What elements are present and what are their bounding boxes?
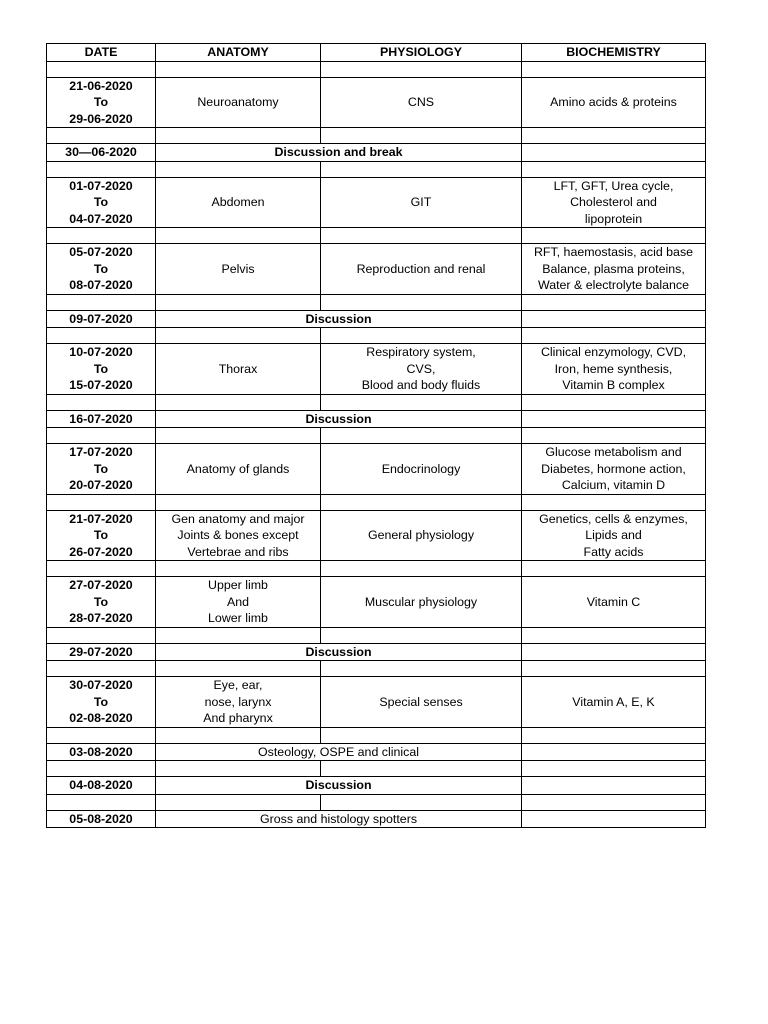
empty-cell <box>47 128 156 144</box>
span-row <box>47 144 706 162</box>
topic-row <box>47 177 706 228</box>
empty-cell <box>522 761 706 777</box>
biochemistry-cell-line: Glucose metabolism and <box>545 445 682 459</box>
span-row <box>47 777 706 795</box>
anatomy-cell <box>156 344 321 395</box>
empty-cell <box>47 627 156 643</box>
date-cell-line: To <box>93 461 109 476</box>
date-cell <box>47 577 156 628</box>
date-cell: 29-07-2020 <box>47 643 156 661</box>
biochemistry-cell <box>522 177 706 228</box>
biochemistry-cell-line: Fatty acids <box>583 544 644 559</box>
anatomy-cell-line: Vertebrae and ribs <box>187 544 289 559</box>
session-cell: Discussion <box>156 410 522 428</box>
empty-cell <box>522 494 706 510</box>
empty-cell <box>522 161 706 177</box>
empty-cell <box>522 61 706 77</box>
session-cell: Gross and histology spotters <box>156 810 522 828</box>
empty-cell <box>47 661 156 677</box>
topic-row <box>47 677 706 728</box>
topic-row <box>47 77 706 128</box>
span-row <box>47 410 706 428</box>
anatomy-cell-line: Lower limb <box>208 611 268 625</box>
date-cell-line: 21-06-2020 <box>69 78 133 93</box>
empty-cell <box>156 128 321 144</box>
date-cell <box>47 677 156 728</box>
spacer-row <box>47 294 706 310</box>
table-body <box>47 61 706 828</box>
anatomy-cell <box>156 177 321 228</box>
empty-cell <box>47 394 156 410</box>
biochemistry-cell <box>522 344 706 395</box>
biochemistry-cell-line: Cholesterol and <box>570 195 657 209</box>
date-cell-line: 29-06-2020 <box>69 111 133 126</box>
empty-cell <box>321 761 522 777</box>
physiology-cell-line: General physiology <box>367 528 475 542</box>
session-cell: Discussion <box>156 310 522 328</box>
spacer-row <box>47 661 706 677</box>
biochemistry-cell-line: Vitamin C <box>586 594 641 609</box>
empty-cell <box>156 561 321 577</box>
empty-cell <box>321 561 522 577</box>
empty-cell <box>522 643 706 661</box>
biochemistry-cell-line: Vitamin A, E, K <box>572 694 655 709</box>
topic-row <box>47 510 706 561</box>
empty-cell <box>156 161 321 177</box>
biochemistry-cell-line: Amino acids & proteins <box>550 95 677 109</box>
date-cell-line: 30-07-2020 <box>69 678 133 692</box>
empty-cell <box>522 328 706 344</box>
date-cell-line: To <box>93 694 109 709</box>
anatomy-cell <box>156 444 321 495</box>
empty-cell <box>522 661 706 677</box>
empty-cell <box>47 294 156 310</box>
empty-cell <box>156 428 321 444</box>
empty-cell <box>47 61 156 77</box>
empty-cell <box>47 761 156 777</box>
date-cell-line: 17-07-2020 <box>69 445 133 459</box>
anatomy-cell <box>156 244 321 295</box>
physiology-cell <box>321 444 522 495</box>
header-date: DATE <box>47 44 156 62</box>
span-row <box>47 643 706 661</box>
physiology-cell <box>321 510 522 561</box>
empty-cell <box>321 794 522 810</box>
empty-cell <box>321 161 522 177</box>
empty-cell <box>321 61 522 77</box>
date-cell: 05-08-2020 <box>47 810 156 828</box>
empty-cell <box>156 794 321 810</box>
empty-cell <box>321 661 522 677</box>
biochemistry-cell <box>522 577 706 628</box>
header-anatomy: ANATOMY <box>156 44 321 62</box>
empty-cell <box>47 727 156 743</box>
physiology-cell <box>321 677 522 728</box>
biochemistry-cell <box>522 77 706 128</box>
date-cell-line: 28-07-2020 <box>69 611 133 625</box>
date-cell-line: 05-07-2020 <box>69 245 133 259</box>
empty-cell <box>321 128 522 144</box>
spacer-row <box>47 228 706 244</box>
empty-cell <box>156 661 321 677</box>
empty-cell <box>321 494 522 510</box>
empty-cell <box>47 494 156 510</box>
anatomy-cell-line: And <box>226 594 250 609</box>
topic-row <box>47 444 706 495</box>
biochemistry-cell-line: Clinical enzymology, CVD, <box>540 345 687 359</box>
empty-cell <box>522 294 706 310</box>
empty-cell <box>522 228 706 244</box>
biochemistry-cell <box>522 444 706 495</box>
date-cell-line: To <box>93 361 109 376</box>
empty-cell <box>156 228 321 244</box>
date-cell <box>47 177 156 228</box>
date-cell: 04-08-2020 <box>47 777 156 795</box>
date-cell: 09-07-2020 <box>47 310 156 328</box>
header-biochemistry: BIOCHEMISTRY <box>522 44 706 62</box>
schedule-table <box>46 43 706 828</box>
spacer-row <box>47 161 706 177</box>
biochemistry-cell <box>522 677 706 728</box>
biochemistry-cell-line: Calcium, vitamin D <box>561 478 666 492</box>
biochemistry-cell-line: Water & electrolyte balance <box>537 278 690 292</box>
biochemistry-cell <box>522 244 706 295</box>
empty-cell <box>321 428 522 444</box>
empty-cell <box>47 561 156 577</box>
empty-cell <box>47 428 156 444</box>
spacer-row <box>47 794 706 810</box>
session-cell: Discussion <box>156 777 522 795</box>
date-cell <box>47 344 156 395</box>
biochemistry-cell-line: Balance, plasma proteins, <box>542 261 685 276</box>
anatomy-cell-line: Neuroanatomy <box>197 95 279 109</box>
anatomy-cell-line: Anatomy of glands <box>186 461 290 476</box>
anatomy-cell-line: Gen anatomy and major <box>171 511 305 526</box>
empty-cell <box>522 777 706 795</box>
empty-cell <box>522 144 706 162</box>
spacer-row <box>47 128 706 144</box>
date-cell-line: 27-07-2020 <box>69 578 133 592</box>
date-cell: 16-07-2020 <box>47 410 156 428</box>
anatomy-cell-line: Pelvis <box>221 261 255 276</box>
session-cell: Discussion <box>156 643 522 661</box>
date-cell <box>47 444 156 495</box>
physiology-cell-line: Muscular physiology <box>364 594 478 609</box>
spacer-row <box>47 428 706 444</box>
empty-cell <box>156 394 321 410</box>
span-row <box>47 310 706 328</box>
physiology-cell <box>321 244 522 295</box>
empty-cell <box>522 794 706 810</box>
date-cell-line: To <box>93 95 109 109</box>
date-cell-line: To <box>93 195 109 209</box>
biochemistry-cell-line: Iron, heme synthesis, <box>554 361 673 376</box>
date-cell-line: 10-07-2020 <box>69 345 133 359</box>
spacer-row <box>47 394 706 410</box>
date-cell-line: To <box>93 594 109 609</box>
session-cell: Discussion and break <box>156 144 522 162</box>
date-cell-line: 26-07-2020 <box>69 544 133 559</box>
date-cell-line: 08-07-2020 <box>69 278 133 292</box>
empty-cell <box>522 410 706 428</box>
date-cell-line: 02-08-2020 <box>69 711 133 725</box>
header-physiology: PHYSIOLOGY <box>321 44 522 62</box>
spacer-row <box>47 627 706 643</box>
anatomy-cell-line: Eye, ear, <box>213 678 263 692</box>
anatomy-cell <box>156 677 321 728</box>
physiology-cell-line: Endocrinology <box>381 461 461 476</box>
date-cell <box>47 510 156 561</box>
date-cell-line: 04-07-2020 <box>69 211 133 226</box>
biochemistry-cell-line: LFT, GFT, Urea cycle, <box>553 178 674 193</box>
empty-cell <box>156 761 321 777</box>
spacer-row <box>47 328 706 344</box>
biochemistry-cell-line: Vitamin B complex <box>562 378 665 392</box>
anatomy-cell-line: Upper limb <box>208 578 268 592</box>
span-row <box>47 743 706 761</box>
empty-cell <box>321 228 522 244</box>
biochemistry-cell-line: lipoprotein <box>584 211 643 226</box>
empty-cell <box>156 328 321 344</box>
anatomy-cell <box>156 577 321 628</box>
empty-cell <box>321 294 522 310</box>
spacer-row <box>47 61 706 77</box>
date-cell-line: 15-07-2020 <box>69 378 133 392</box>
empty-cell <box>156 727 321 743</box>
physiology-cell-line: CNS <box>407 95 435 109</box>
biochemistry-cell-line: Lipids and <box>585 528 642 542</box>
date-cell-line: 01-07-2020 <box>69 178 133 193</box>
anatomy-cell-line: Thorax <box>218 361 258 376</box>
span-row <box>47 810 706 828</box>
empty-cell <box>156 61 321 77</box>
date-cell: 30—06-2020 <box>47 144 156 162</box>
biochemistry-cell <box>522 510 706 561</box>
empty-cell <box>156 294 321 310</box>
physiology-cell-line: Special senses <box>379 694 463 709</box>
session-cell: Osteology, OSPE and clinical <box>156 743 522 761</box>
spacer-row <box>47 494 706 510</box>
anatomy-cell <box>156 77 321 128</box>
physiology-cell <box>321 344 522 395</box>
empty-cell <box>522 561 706 577</box>
physiology-cell <box>321 77 522 128</box>
topic-row <box>47 244 706 295</box>
empty-cell <box>321 727 522 743</box>
empty-cell <box>321 394 522 410</box>
date-cell-line: To <box>93 528 109 542</box>
empty-cell <box>156 494 321 510</box>
physiology-cell-line: Respiratory system, <box>366 345 476 359</box>
empty-cell <box>47 228 156 244</box>
physiology-cell <box>321 177 522 228</box>
empty-cell <box>522 428 706 444</box>
date-cell-line: 20-07-2020 <box>69 478 133 492</box>
date-cell <box>47 244 156 295</box>
empty-cell <box>522 310 706 328</box>
anatomy-cell-line: nose, larynx <box>204 694 272 709</box>
empty-cell <box>47 161 156 177</box>
physiology-cell-line: GIT <box>410 195 432 209</box>
empty-cell <box>522 810 706 828</box>
biochemistry-cell-line: Genetics, cells & enzymes, <box>539 511 688 526</box>
empty-cell <box>47 794 156 810</box>
physiology-cell-line: Blood and body fluids <box>361 378 481 392</box>
empty-cell <box>522 128 706 144</box>
topic-row <box>47 577 706 628</box>
spacer-row <box>47 561 706 577</box>
table-header <box>47 44 706 62</box>
date-cell-line: 21-07-2020 <box>69 511 133 526</box>
empty-cell <box>321 328 522 344</box>
biochemistry-cell-line: Diabetes, hormone action, <box>541 461 686 476</box>
spacer-row <box>47 761 706 777</box>
date-cell: 03-08-2020 <box>47 743 156 761</box>
empty-cell <box>156 627 321 643</box>
spacer-row <box>47 727 706 743</box>
date-cell <box>47 77 156 128</box>
empty-cell <box>321 627 522 643</box>
empty-cell <box>522 394 706 410</box>
physiology-cell-line: Reproduction and renal <box>356 261 486 276</box>
physiology-cell-line: CVS, <box>406 361 436 376</box>
biochemistry-cell-line: RFT, haemostasis, acid base <box>533 245 694 259</box>
anatomy-cell-line: And pharynx <box>203 711 273 725</box>
date-cell-line: To <box>93 261 109 276</box>
anatomy-cell-line: Abdomen <box>211 195 265 209</box>
empty-cell <box>522 727 706 743</box>
physiology-cell <box>321 577 522 628</box>
empty-cell <box>47 328 156 344</box>
empty-cell <box>522 627 706 643</box>
empty-cell <box>522 743 706 761</box>
anatomy-cell-line: Joints & bones except <box>177 528 299 542</box>
topic-row <box>47 344 706 395</box>
anatomy-cell <box>156 510 321 561</box>
